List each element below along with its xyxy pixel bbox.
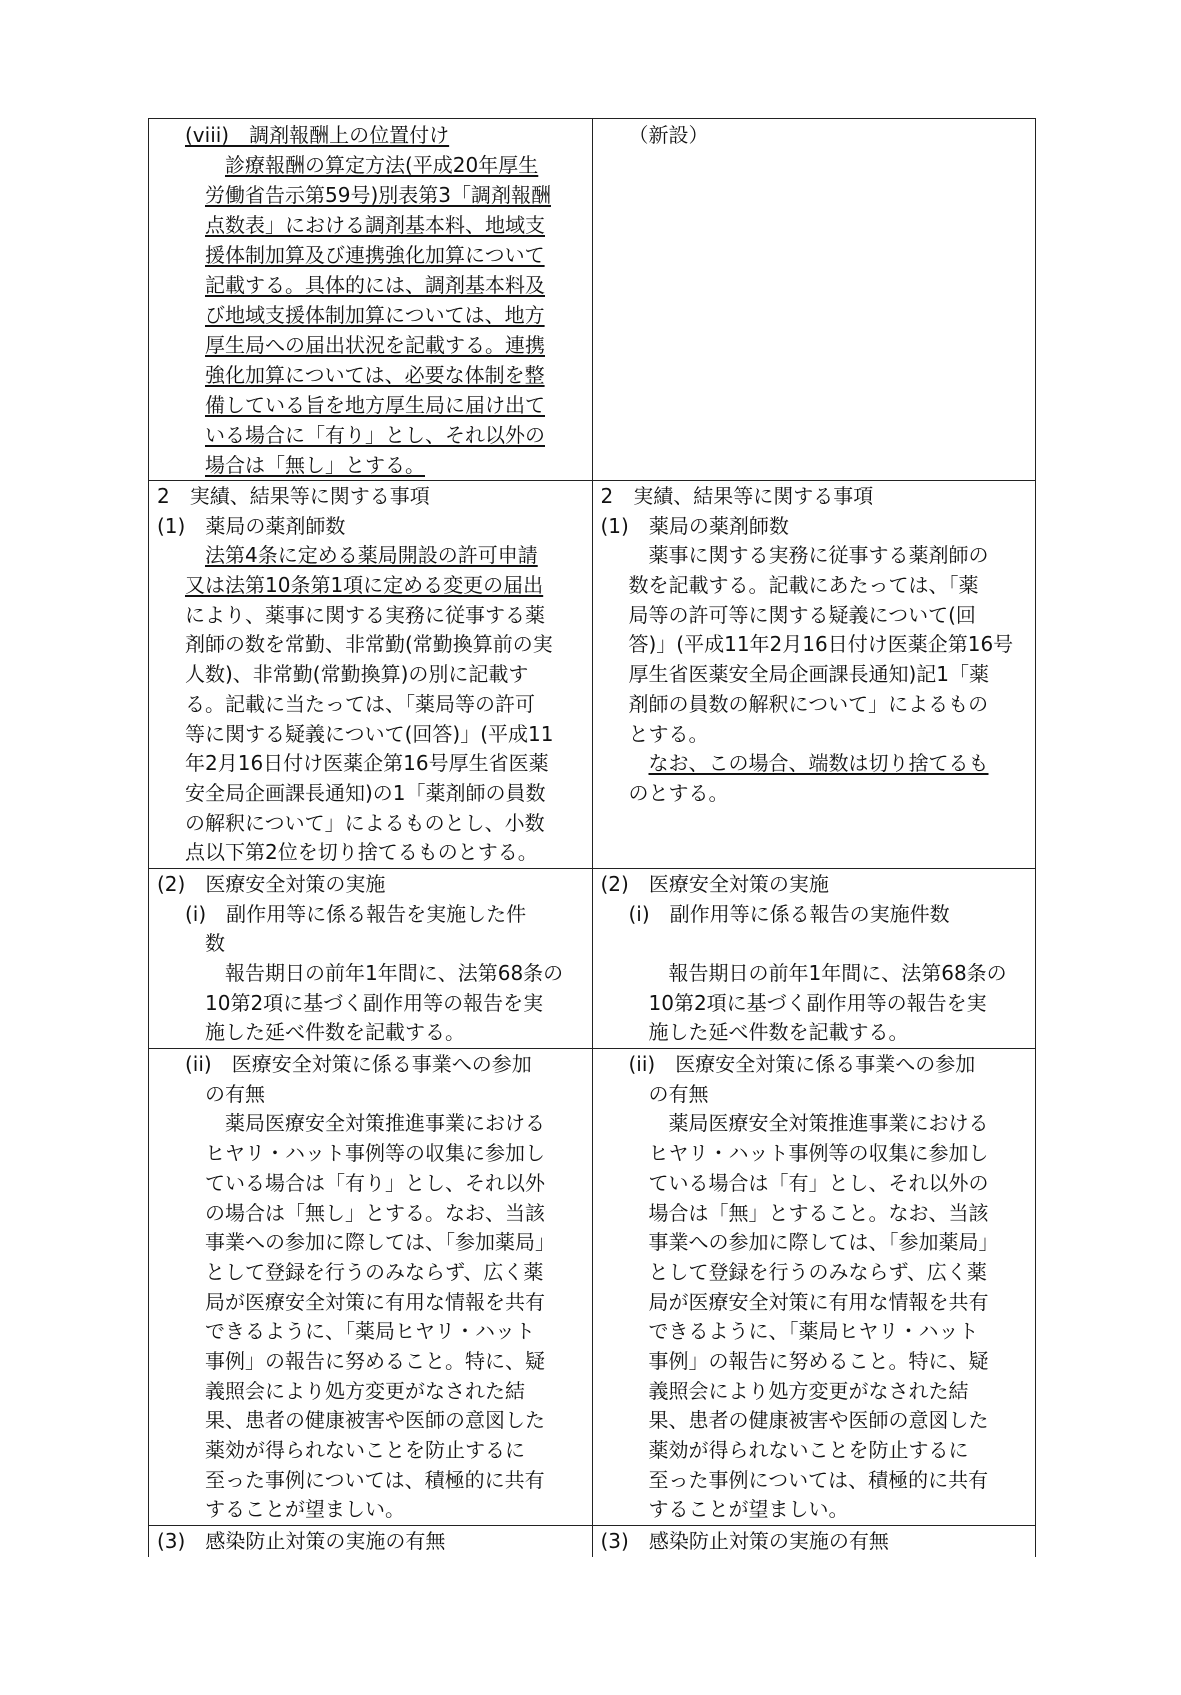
text-line: の有無 xyxy=(205,1081,265,1106)
text-line: 事業への参加に際しては、「参加薬局」 xyxy=(205,1230,555,1255)
text-line: 薬局医療安全対策推進事業における xyxy=(225,1111,545,1136)
text-line: 薬効が得られないことを防止するに xyxy=(648,1438,969,1462)
text-line: 事例」の報告に努めること。特に、疑 xyxy=(205,1348,545,1373)
text-line: 施した延べ件数を記載する。 xyxy=(205,1020,465,1045)
text-line: 援体制加算及び連携強化加算について xyxy=(205,243,545,267)
left-cell-infection-control xyxy=(149,1526,593,1557)
right-cell-safety-program-participation xyxy=(592,1049,1036,1526)
right-cell-new-establishment xyxy=(592,119,1036,481)
text-line: として登録を行うのみならず、広く薬 xyxy=(205,1259,544,1284)
left-cell-pharmacy-fee-position xyxy=(149,119,593,481)
text-line: の有無 xyxy=(648,1081,709,1106)
text-line: 果、患者の健康被害や医師の意図した xyxy=(205,1408,545,1433)
text-line: 局等の許可等に関する疑義について(回 xyxy=(628,602,976,627)
text-line: により、薬事に関する実務に従事する薬 xyxy=(185,602,545,627)
text-line: 診療報酬の算定方法(平成20年厚生 xyxy=(225,153,539,177)
text-line: 至った事例については、積極的に共有 xyxy=(205,1467,545,1492)
text-line: 事業への参加に際しては、「参加薬局」 xyxy=(648,1230,999,1255)
left-cell-pharmacist-count xyxy=(149,481,593,869)
text-line: 数を記載する。記載にあたっては、「薬 xyxy=(628,573,979,598)
text-line: 点以下第2位を切り捨てるものとする。 xyxy=(185,840,538,865)
text-line: 強化加算については、必要な体制を整 xyxy=(205,363,545,387)
text-line: 果、患者の健康被害や医師の意図した xyxy=(648,1408,989,1433)
text-line xyxy=(601,929,1028,959)
text-line: の解釈について」によるものとし、小数 xyxy=(185,810,545,835)
text-line: 人数)、非常勤(常勤換算)の別に記載す xyxy=(185,662,529,687)
text-line: 備している旨を地方厚生局に届け出て xyxy=(205,393,545,417)
text-line: することが望ましい。 xyxy=(205,1497,405,1522)
text-line: 数 xyxy=(205,931,225,956)
text-line: び地域支援体制加算については、地方 xyxy=(205,303,545,327)
text-line: (3) 感染防止対策の実施の有無 xyxy=(600,1529,889,1554)
text-line: 厚生省医薬安全局企画課長通知)記1「薬 xyxy=(628,662,990,687)
text-line: 薬事に関する実務に従事する薬剤師の xyxy=(648,543,989,568)
text-line: 点数表」における調剤基本料、地域支 xyxy=(205,213,545,237)
text-line: 義照会により処方変更がなされた結 xyxy=(648,1378,969,1403)
text-line: として登録を行うのみならず、広く薬 xyxy=(648,1259,987,1284)
comparison-table xyxy=(148,118,1036,1557)
table-row xyxy=(149,1049,1036,1526)
text-line: (1) 薬局の薬剤師数 xyxy=(600,513,789,538)
text-line: 10第2項に基づく副作用等の報告を実 xyxy=(205,990,544,1015)
text-line: 場合は「無し」とする。 xyxy=(205,453,425,477)
text-line: できるように、「薬局ヒヤリ・ハット xyxy=(648,1319,979,1344)
text-line: 事例」の報告に努めること。特に、疑 xyxy=(648,1348,989,1373)
text-line: ヒヤリ・ハット事例等の収集に参加し xyxy=(648,1141,989,1166)
table-row xyxy=(149,481,1036,869)
text-line: (ii) 医療安全対策に係る事業への参加 xyxy=(185,1052,532,1077)
text-line: 義照会により処方変更がなされた結 xyxy=(205,1378,525,1403)
text-line: (3) 感染防止対策の実施の有無 xyxy=(157,1529,446,1554)
right-cell-adverse-reaction-reports xyxy=(592,868,1036,1048)
text-line: のとする。 xyxy=(628,780,729,805)
text-line: の場合は「無し」とする。なお、当該 xyxy=(205,1200,545,1225)
text-line: 薬局医療安全対策推進事業における xyxy=(668,1111,989,1136)
left-cell-safety-program-participation xyxy=(149,1049,593,1526)
text-line: 2 実績、結果等に関する事項 xyxy=(600,484,874,508)
text-line: (i) 副作用等に係る報告を実施した件 xyxy=(185,901,527,926)
text-line: 記載する。具体的には、調剤基本料及 xyxy=(205,273,545,297)
text-line: ている場合は「有り」とし、それ以外 xyxy=(205,1170,545,1195)
text-line: 剤師の数を常勤、非常勤(常勤換算前の実 xyxy=(185,632,553,657)
text-line: 剤師の員数の解釈について」によるもの xyxy=(628,691,989,716)
text-line: (2) 医療安全対策の実施 xyxy=(157,871,386,896)
text-line: 2 実績、結果等に関する事項 xyxy=(157,484,430,508)
text-line: 答)」(平成11年2月16日付け医薬企第16号 xyxy=(628,632,1014,657)
table-row xyxy=(149,119,1036,481)
text-line: 又は法第10条第1項に定める変更の届出 xyxy=(185,573,544,598)
right-cell-pharmacist-count xyxy=(592,481,1036,869)
text-line: できるように、「薬局ヒヤリ・ハット xyxy=(205,1319,535,1344)
right-cell-infection-control xyxy=(592,1526,1036,1557)
text-line: (viii) 調剤報酬上の位置付け xyxy=(185,123,450,147)
text-line: （新設） xyxy=(628,123,709,147)
text-line: 場合は「無」とすること。なお、当該 xyxy=(648,1200,989,1225)
text-line: 労働省告示第59号)別表第3「調剤報酬 xyxy=(205,183,551,207)
text-line: 報告期日の前年1年間に、法第68条の xyxy=(668,961,1007,985)
text-line: とする。 xyxy=(628,721,709,746)
text-line: (1) 薬局の薬剤師数 xyxy=(157,513,346,538)
text-line: 年2月16日付け医薬企第16号厚生省医薬 xyxy=(185,751,549,776)
text-line: ている場合は「有」とし、それ以外の xyxy=(648,1170,989,1195)
text-line: (i) 副作用等に係る報告の実施件数 xyxy=(628,901,950,926)
text-line: 等に関する疑義について(回答)」(平成11 xyxy=(185,721,554,746)
text-line: 施した延べ件数を記載する。 xyxy=(648,1020,909,1045)
text-line: 安全局企画課長通知)の1「薬剤師の員数 xyxy=(185,780,546,805)
text-line: る。記載に当たっては、「薬局等の許可 xyxy=(185,691,535,716)
text-line: 厚生局への届出状況を記載する。連携 xyxy=(205,333,545,357)
text-line: いる場合に「有り」とし、それ以外の xyxy=(205,423,545,447)
text-line: 至った事例については、積極的に共有 xyxy=(648,1467,989,1492)
text-line: することが望ましい。 xyxy=(648,1497,849,1522)
text-line: 法第4条に定める薬局開設の許可申請 xyxy=(205,543,538,568)
table-row xyxy=(149,1526,1036,1557)
table-row xyxy=(149,868,1036,1048)
text-line: 局が医療安全対策に有用な情報を共有 xyxy=(648,1289,989,1314)
text-line: 局が医療安全対策に有用な情報を共有 xyxy=(205,1289,545,1314)
text-line: (ii) 医療安全対策に係る事業への参加 xyxy=(628,1052,976,1077)
left-cell-adverse-reaction-reports xyxy=(149,868,593,1048)
text-line: なお、この場合、端数は切り捨てるも xyxy=(648,751,989,776)
text-line: ヒヤリ・ハット事例等の収集に参加し xyxy=(205,1141,545,1166)
text-line: (2) 医療安全対策の実施 xyxy=(600,871,829,896)
text-line: 報告期日の前年1年間に、法第68条の xyxy=(225,961,564,985)
text-line: 10第2項に基づく副作用等の報告を実 xyxy=(648,990,987,1015)
text-line: 薬効が得られないことを防止するに xyxy=(205,1438,525,1462)
